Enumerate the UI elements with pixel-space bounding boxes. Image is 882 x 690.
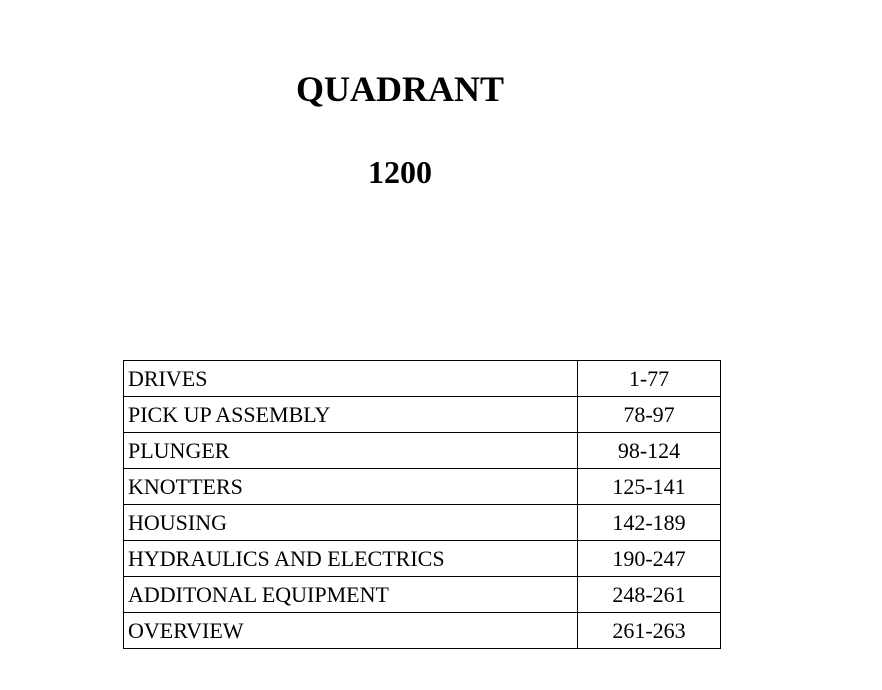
table-row — [124, 613, 721, 649]
table-row — [124, 433, 721, 469]
table-row — [124, 577, 721, 613]
section-name: DRIVES — [124, 361, 578, 397]
page-range: 78-97 — [578, 397, 721, 433]
section-name: KNOTTERS — [124, 469, 578, 505]
table-row — [124, 505, 721, 541]
section-name: ADDITONAL EQUIPMENT — [124, 577, 578, 613]
model-number: 1200 — [368, 154, 432, 190]
page-range: 142-189 — [578, 505, 721, 541]
table-row — [124, 469, 721, 505]
page-range: 248-261 — [578, 577, 721, 613]
section-name: HOUSING — [124, 505, 578, 541]
page-range: 261-263 — [578, 613, 721, 649]
page-range: 190-247 — [578, 541, 721, 577]
section-name: HYDRAULICS AND ELECTRICS — [124, 541, 578, 577]
table-row — [124, 361, 721, 397]
page-range: 1-77 — [578, 361, 721, 397]
table-row — [124, 397, 721, 433]
section-name: OVERVIEW — [124, 613, 578, 649]
table-row — [124, 541, 721, 577]
document-title: QUADRANT — [295, 69, 504, 109]
page-range: 125-141 — [578, 469, 721, 505]
section-name: PLUNGER — [124, 433, 578, 469]
section-name: PICK UP ASSEMBLY — [124, 397, 578, 433]
table-of-contents — [123, 360, 721, 649]
page-range: 98-124 — [578, 433, 721, 469]
